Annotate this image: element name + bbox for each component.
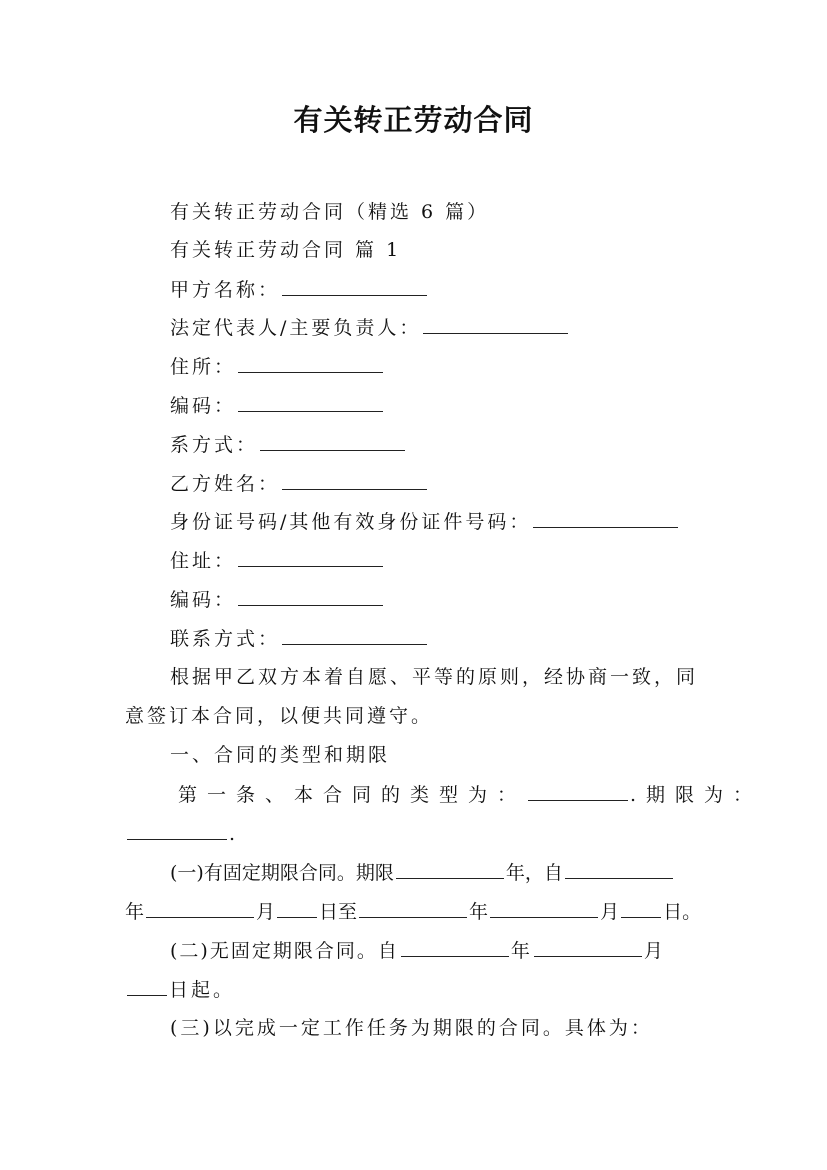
- open-term-label: (二)无固定期限合同。自: [170, 940, 399, 962]
- id-number-blank: [533, 507, 678, 528]
- contact-b-row: [170, 624, 429, 653]
- residence-blank: [238, 352, 383, 373]
- legal-rep-row: [170, 313, 570, 342]
- party-b-name-label: 乙方姓名：: [170, 473, 281, 495]
- fixed-term-line-1: [170, 858, 675, 887]
- fixed-years-suffix: 年，自: [505, 862, 563, 884]
- id-number-label: 身份证号码/其他有效身份证件号码：: [170, 511, 532, 533]
- contact-a-label: 系方式：: [170, 434, 259, 456]
- article-1-line-2: [125, 819, 238, 848]
- fixed-term-label: (一)有固定期限合同。期限: [170, 862, 394, 884]
- open-term-line-1: [170, 936, 665, 965]
- fixed-start-year-blank: [565, 858, 673, 879]
- legal-rep-label: 法定代表人/主要负责人：: [170, 317, 422, 339]
- fixed-years-blank: [396, 858, 504, 879]
- address-label: 住址：: [170, 550, 237, 572]
- article-1-period: .: [229, 823, 239, 845]
- fixed-end-year-suffix: 年: [469, 901, 489, 923]
- article-1-line-1: [178, 780, 762, 809]
- task-term-line: (三)以完成一定工作任务为期限的合同。具体为：: [170, 1017, 653, 1039]
- fixed-start-day-suffix: 日至: [319, 901, 358, 923]
- contact-b-blank: [282, 624, 427, 645]
- party-a-name-label: 甲方名称：: [170, 279, 281, 301]
- article-1-term-blank: [127, 819, 227, 840]
- fixed-start-year-suffix: 年: [125, 901, 145, 923]
- heading-contract-type: 一、合同的类型和期限: [170, 744, 391, 766]
- residence-label: 住所：: [170, 356, 237, 378]
- party-a-name-blank: [282, 275, 427, 296]
- paragraph-1-line-1: 根据甲乙双方本着自愿、平等的原则，经协商一致，同: [170, 666, 699, 688]
- fixed-end-day-blank: [621, 897, 661, 918]
- code-a-label: 编码：: [170, 395, 237, 417]
- contact-a-row: [170, 430, 407, 459]
- open-month-blank: [534, 936, 642, 957]
- section-heading: 有关转正劳动合同 篇 1: [170, 239, 402, 261]
- open-year-blank: [401, 936, 509, 957]
- open-day-blank: [127, 975, 167, 996]
- code-b-row: [170, 585, 385, 614]
- contact-b-label: 联系方式：: [170, 628, 281, 650]
- contact-a-blank: [260, 430, 405, 451]
- residence-row: [170, 352, 385, 381]
- fixed-start-day-blank: [277, 897, 317, 918]
- id-number-row: [170, 507, 680, 536]
- code-a-blank: [238, 391, 383, 412]
- document-title: 有关转正劳动合同: [293, 103, 534, 137]
- open-day-suffix: 日起。: [169, 979, 236, 1001]
- fixed-start-month-blank: [146, 897, 254, 918]
- paragraph-1-line-2: 意签订本合同，以便共同遵守。: [125, 705, 434, 727]
- open-year-suffix: 年: [510, 940, 532, 962]
- code-b-label: 编码：: [170, 589, 237, 611]
- fixed-term-line-2: [125, 897, 701, 926]
- fixed-end-year-blank: [359, 897, 467, 918]
- fixed-start-month-suffix: 月: [256, 901, 276, 923]
- open-term-line-2: [125, 975, 235, 1004]
- address-blank: [238, 546, 383, 567]
- address-row: [170, 546, 385, 575]
- fixed-end-day-suffix: 日。: [663, 901, 702, 923]
- fixed-end-month-suffix: 月: [600, 901, 620, 923]
- open-month-suffix: 月: [643, 940, 665, 962]
- fixed-end-month-blank: [490, 897, 598, 918]
- legal-rep-blank: [423, 313, 568, 334]
- party-b-name-row: [170, 469, 429, 498]
- article-1-term-label: .期限为：: [630, 784, 763, 806]
- code-b-blank: [238, 585, 383, 606]
- code-a-row: [170, 391, 385, 420]
- article-1-type-blank: [528, 780, 628, 801]
- party-a-name-row: [170, 275, 429, 304]
- party-b-name-blank: [282, 469, 427, 490]
- subtitle: 有关转正劳动合同（精选 6 篇）: [170, 201, 490, 223]
- article-1-type-label: 第一条、本合同的类型为：: [178, 784, 527, 806]
